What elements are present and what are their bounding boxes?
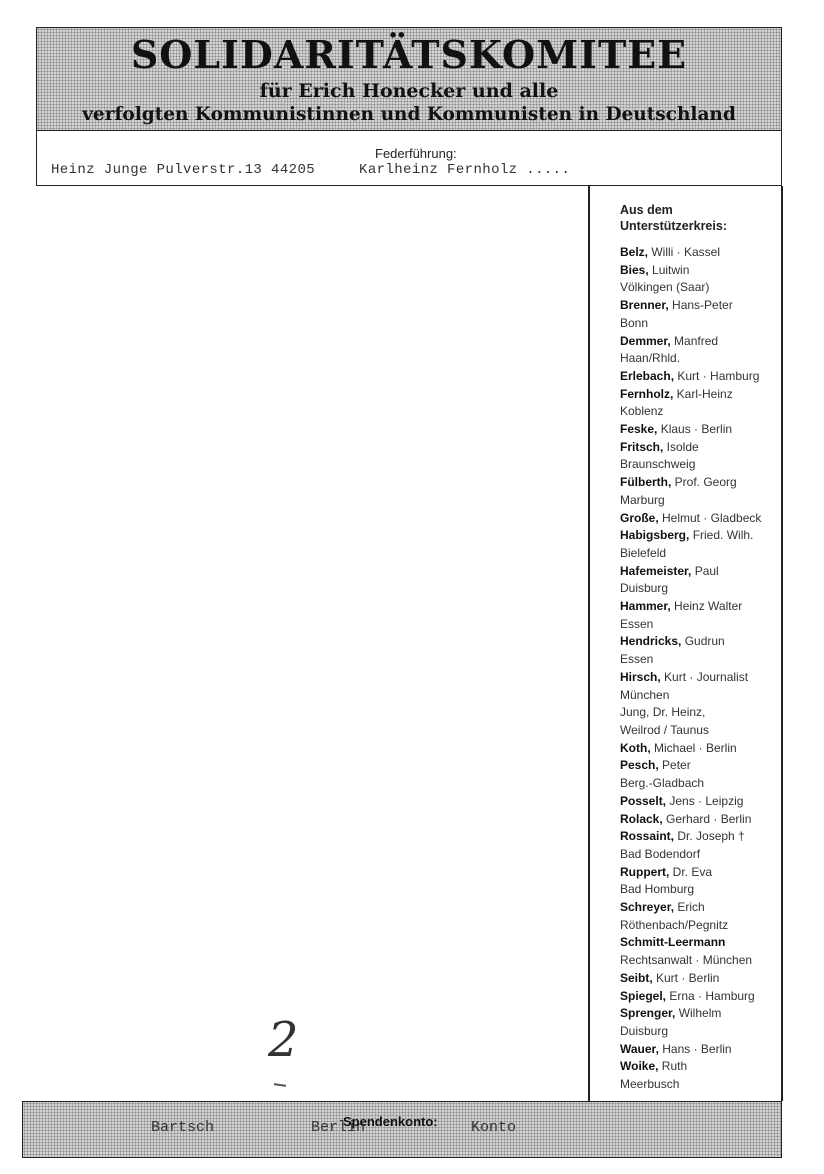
supporter-detail: Michael · Berlin (650, 740, 737, 755)
supporter-detail: Essen (620, 652, 654, 667)
supporter-surname: Feske, (620, 422, 658, 437)
supporter-line (620, 368, 778, 386)
supporter-line (620, 988, 778, 1006)
supporter-detail: Bonn (620, 315, 649, 330)
footer-city: Berlin (311, 1119, 366, 1136)
supporter-line (620, 616, 778, 634)
donation-footer (22, 1101, 782, 1158)
supporter-detail: Gudrun (681, 634, 725, 649)
supporter-line (620, 527, 778, 545)
supporter-line (620, 244, 778, 262)
supporter-detail: Dr. Joseph † (674, 829, 745, 844)
supporter-line (620, 1005, 778, 1023)
supporter-line (620, 421, 778, 439)
supporter-detail: Bielefeld (620, 545, 667, 560)
supporter-line (620, 545, 778, 563)
supporter-detail: Berg.-Gladbach (620, 776, 705, 791)
supporter-detail: Kurt · Journalist (660, 669, 749, 684)
supporter-surname: Bies, (620, 262, 649, 277)
supporter-line (620, 1023, 778, 1041)
supporter-surname: Hammer, (620, 599, 671, 614)
footer-konto: Konto (471, 1119, 517, 1136)
supporter-surname: Ruppert, (620, 864, 670, 879)
supporter-line (620, 1058, 778, 1076)
supporter-detail: Manfred (670, 333, 719, 348)
supporter-detail: Weilrod / Taunus (620, 722, 709, 737)
supporter-surname: Rolack, (620, 811, 663, 826)
supporter-line (620, 740, 778, 758)
supporter-detail: Wilhelm (675, 1006, 722, 1021)
supporter-surname: Sprenger, (620, 1006, 676, 1021)
supporter-detail: Röthenbach/Pegnitz (620, 917, 729, 932)
supporter-line (620, 828, 778, 846)
committee-subtitle-line1: für Erich Honecker und alle (259, 80, 559, 102)
supporter-line (620, 350, 778, 368)
supporter-line (620, 492, 778, 510)
supporter-line (620, 669, 778, 687)
supporter-detail: Karl-Heinz (673, 386, 733, 401)
spendenkonto-label: Spendenkonto: (343, 1114, 438, 1129)
supporter-line (620, 386, 778, 404)
supporter-detail: Ruth (658, 1059, 688, 1074)
supporters-list (620, 244, 778, 1094)
supporter-detail: Kurt · Berlin (652, 970, 720, 985)
supporter-detail: Bad Homburg (620, 882, 695, 897)
supporter-line (620, 333, 778, 351)
supporter-surname: Hafemeister, (620, 563, 692, 578)
supporter-surname: Rossaint, (620, 829, 675, 844)
supporter-detail: Erich (674, 900, 705, 915)
supporters-heading-line2: Unterstützerkreis: (620, 219, 727, 233)
supporter-line (620, 952, 778, 970)
supporter-detail: Heinz Walter (670, 599, 743, 614)
supporter-line (620, 456, 778, 474)
supporter-detail: Willi · Kassel (648, 245, 721, 259)
supporter-line (620, 580, 778, 598)
supporter-line (620, 1041, 778, 1059)
supporter-surname: Schreyer, (620, 900, 675, 915)
supporter-detail: Prof. Georg (671, 475, 737, 490)
supporter-line (620, 510, 778, 528)
supporter-surname: Posselt, (620, 793, 667, 808)
supporter-line (620, 262, 778, 280)
supporter-detail: Bad Bodendorf (620, 846, 701, 861)
supporter-detail: Haan/Rhld. (620, 351, 681, 366)
supporter-surname: Schmitt-Leermann (620, 935, 726, 950)
supporter-line (620, 315, 778, 333)
supporter-line (620, 864, 778, 882)
supporter-detail: Isolde (663, 439, 699, 454)
supporter-line (620, 793, 778, 811)
supporter-surname: Hirsch, (620, 669, 661, 684)
supporter-detail: Klaus · Berlin (657, 422, 733, 437)
supporter-surname: Habigsberg, (620, 528, 690, 543)
letterhead-banner (36, 27, 782, 131)
supporter-line (620, 633, 778, 651)
supporter-surname: Seibt, (620, 970, 653, 985)
supporter-line (620, 881, 778, 899)
supporter-detail: Luitwin (648, 262, 690, 277)
supporter-line (620, 297, 778, 315)
supporter-line (620, 598, 778, 616)
supporter-detail: Duisburg (620, 581, 669, 596)
supporter-line (620, 651, 778, 669)
supporter-line (620, 403, 778, 421)
supporter-line (620, 279, 778, 297)
footer-name: Bartsch (151, 1119, 215, 1136)
supporter-detail: Helmut · Gladbeck (658, 510, 762, 525)
supporter-surname: Pesch, (620, 758, 659, 773)
supporter-detail: Hans · Berlin (658, 1041, 732, 1056)
supporter-line (620, 899, 778, 917)
supporter-detail: Fried. Wilh. (689, 528, 754, 543)
supporter-surname: Demmer, (620, 333, 671, 348)
committee-subtitle-line2: verfolgten Kommunistinnen und Kommunisten in Deutschland (82, 104, 736, 125)
supporters-heading (620, 202, 778, 234)
supporter-detail: Essen (620, 616, 654, 631)
supporter-line (620, 439, 778, 457)
supporter-line (620, 970, 778, 988)
committee-title: SOLIDARITÄTSKOMITEE (130, 32, 688, 77)
supporter-surname: Wauer, (620, 1041, 659, 1056)
supporter-surname: Fritsch, (620, 439, 664, 454)
supporter-detail: Kurt · Hamburg (674, 368, 760, 383)
supporter-detail: Peter (658, 758, 691, 773)
supporter-detail: Koblenz (620, 404, 664, 419)
supporter-detail: Dr. Eva (669, 864, 713, 879)
federfuehrung-label: Federführung: (375, 146, 457, 161)
column-divider (588, 186, 590, 1101)
federfuehrung-box (36, 131, 782, 186)
supporter-detail: Braunschweig (620, 457, 696, 472)
supporter-detail: Duisburg (620, 1023, 669, 1038)
supporter-detail: Jung, Dr. Heinz, (620, 705, 706, 720)
supporter-surname: Hendricks, (620, 634, 682, 649)
supporter-detail: München (620, 687, 670, 702)
supporter-line (620, 934, 778, 952)
supporter-surname: Woike, (620, 1059, 659, 1074)
supporter-surname: Fernholz, (620, 386, 674, 401)
supporter-detail: Rechtsanwalt · München (620, 953, 753, 968)
supporter-line (620, 757, 778, 775)
right-border (781, 186, 783, 1101)
supporter-surname: Belz, (620, 245, 649, 259)
supporter-line (620, 1076, 778, 1094)
supporter-line (620, 563, 778, 581)
supporter-line (620, 811, 778, 829)
supporter-surname: Spiegel, (620, 988, 667, 1003)
supporter-surname: Große, (620, 510, 659, 525)
supporter-surname: Erlebach, (620, 368, 675, 383)
federfuehrung-names: Heinz Junge Pulverstr.13 44205 Karlheinz Fernholz ..... (51, 162, 571, 178)
handwritten-page-number: 2 (268, 1012, 299, 1068)
supporter-line (620, 775, 778, 793)
supporters-sidebar (620, 202, 778, 1094)
supporter-line (620, 687, 778, 705)
supporter-line (620, 474, 778, 492)
supporter-detail: Erna · Hamburg (666, 988, 755, 1003)
supporter-surname: Brenner, (620, 298, 669, 313)
supporter-surname: Fülberth, (620, 475, 672, 490)
supporter-line (620, 917, 778, 935)
supporter-detail: Völkingen (Saar) (620, 280, 710, 295)
supporter-detail: Gerhard · Berlin (662, 811, 752, 826)
supporter-detail: Jens · Leipzig (666, 793, 744, 808)
supporter-surname: Koth, (620, 740, 651, 755)
supporter-line (620, 846, 778, 864)
supporter-detail: Paul (691, 563, 719, 578)
supporters-heading-line1: Aus dem (620, 203, 673, 217)
supporter-detail: Meerbusch (620, 1077, 680, 1092)
handwritten-dash (274, 1083, 286, 1087)
supporter-line (620, 704, 778, 722)
supporter-detail: Marburg (620, 492, 665, 507)
supporter-line (620, 722, 778, 740)
supporter-detail: Hans-Peter (668, 298, 733, 313)
